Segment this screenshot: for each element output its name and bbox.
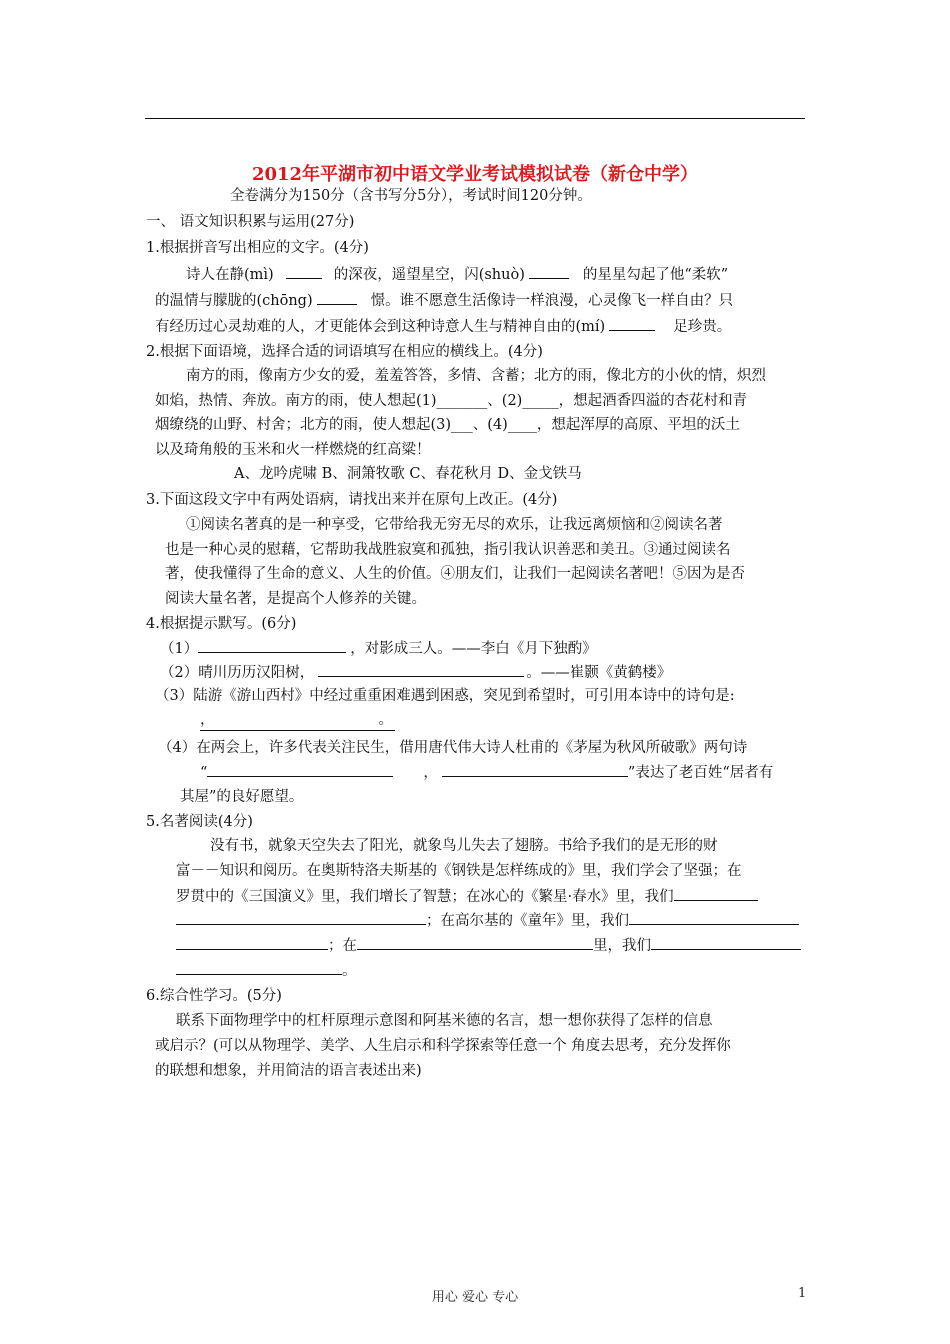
q1-line-1: 诗人在静(mì) 的深夜，遥望星空，闪(shuò) 的星星勾起了他“柔软” xyxy=(186,264,728,285)
q3-line-1: ①阅读名著真的是一种享受，它带给我无穷无尽的欢乐，让我远离烦恼和②阅读名著 xyxy=(186,517,723,533)
q4-item-3: （3）陆游《游山西村》中经过重重困难遇到困惑，突见到希望时，可引用本诗中的诗句是: xyxy=(155,688,735,704)
q5-line-4: ；在高尔基的《童年》里，我们 xyxy=(176,910,799,931)
q1-line-3: 有经历过心灵劫难的人，才更能体会到这种诗意人生与精神自由的(mí) 足珍贵。 xyxy=(155,316,731,337)
q3-line-2: 也是一种心灵的慰藉，它帮助我战胜寂寞和孤独，指引我认识善恶和美丑。③通过阅读名 xyxy=(165,542,731,558)
q5-heading: 5.名著阅读(4分) xyxy=(146,814,253,830)
q1-line-2: 的温情与朦胧的(chōng) 憬。谁不愿意生活像诗一样浪漫，心灵像飞一样自由？只 xyxy=(155,290,733,311)
q4-item-3-blank: ， 。 xyxy=(200,710,395,731)
q5-line-6: 。 xyxy=(176,960,357,981)
q6-line-2: 或启示？(可以从物理学、美学、人生启示和科学探索等任意一个 角度去思考，充分发挥你 xyxy=(155,1038,731,1054)
section-1-heading: 一、 语文知识积累与运用(27分) xyxy=(146,214,355,230)
q4-item-2: （2）晴川历历汉阳树， 。——崔颢《黄鹤楼》 xyxy=(160,662,671,683)
q4-item-4-blanks: “ ， ”表达了老百姓“居者有 xyxy=(200,762,773,783)
q3-heading: 3.下面这段文字中有两处语病，请找出来并在原句上改正。(4分) xyxy=(146,492,558,508)
exam-title: 2012年平湖市初中语文学业考试模拟试卷（新仓中学） xyxy=(251,164,699,185)
header-rule xyxy=(145,118,805,119)
q5-line-2: 富－－知识和阅历。在奥斯特洛夫斯基的《钢铁是怎样练成的》里，我们学会了坚强；在 xyxy=(176,863,742,879)
q4-heading: 4.根据提示默写。(6分) xyxy=(146,616,297,632)
exam-intro: 全卷满分为150分（含书写分5分），考试时间120分钟。 xyxy=(230,188,592,204)
q2-line-2: 如焰，热情、奔放。南方的雨，使人想起(1)_______、(2)_____，想起酒香四溢的杏花村和青 xyxy=(155,393,748,409)
q2-options: A、龙吟虎啸 B、洞箫牧歌 C、春花秋月 D、金戈铁马 xyxy=(234,466,582,482)
q5-line-3: 罗贯中的《三国演义》里，我们增长了智慧；在冰心的《繁星·春水》里，我们 xyxy=(176,886,758,907)
page-footer: 用心 爱心 专心 xyxy=(431,1290,519,1305)
q4-item-4: （4）在两会上，许多代表关注民生，借用唐代伟大诗人杜甫的《茅屋为秋风所破歌》两句诗 xyxy=(158,740,748,756)
q4-item-1: （1） ，对影成三人。——李白《月下独酌》 xyxy=(160,638,597,659)
q2-line-4: 以及琦角般的玉米和火一样燃烧的红高粱！ xyxy=(155,442,431,458)
page-number: 1 xyxy=(798,1286,807,1301)
q6-line-3: 的联想和想象，并用简洁的语言表述出来) xyxy=(155,1063,422,1079)
q5-line-5: ；在 里，我们 xyxy=(176,935,801,956)
q2-heading: 2.根据下面语境，选择合适的词语填写在相应的横线上。(4分) xyxy=(146,344,543,360)
q3-line-4: 阅读大量名著，是提高个人修养的关键。 xyxy=(165,591,426,607)
q1-heading: 1.根据拼音写出相应的文字。(4分) xyxy=(146,240,369,256)
q2-line-1: 南方的雨，像南方少女的爱，羞羞答答，多情、含蓄；北方的雨，像北方的小伙的情，炽烈 xyxy=(186,368,766,384)
q4-item-4-end: 其屋”的良好愿望。 xyxy=(180,789,304,805)
q6-line-1: 联系下面物理学中的杠杆原理示意图和阿基米德的名言，想一想你获得了怎样的信息 xyxy=(176,1013,713,1029)
q3-line-3: 著，使我懂得了生命的意义、人生的价值。④朋友们，让我们一起阅读名著吧！⑤因为是否 xyxy=(165,566,745,582)
q2-line-3: 烟缭绕的山野、村舍；北方的雨，使人想起(3)___、(4)____，想起浑厚的高原、平坦的沃土 xyxy=(155,417,740,433)
q6-heading: 6.综合性学习。(5分) xyxy=(146,988,282,1004)
q5-line-1: 没有书，就象天空失去了阳光，就象鸟儿失去了翅膀。书给予我们的是无形的财 xyxy=(210,838,718,854)
